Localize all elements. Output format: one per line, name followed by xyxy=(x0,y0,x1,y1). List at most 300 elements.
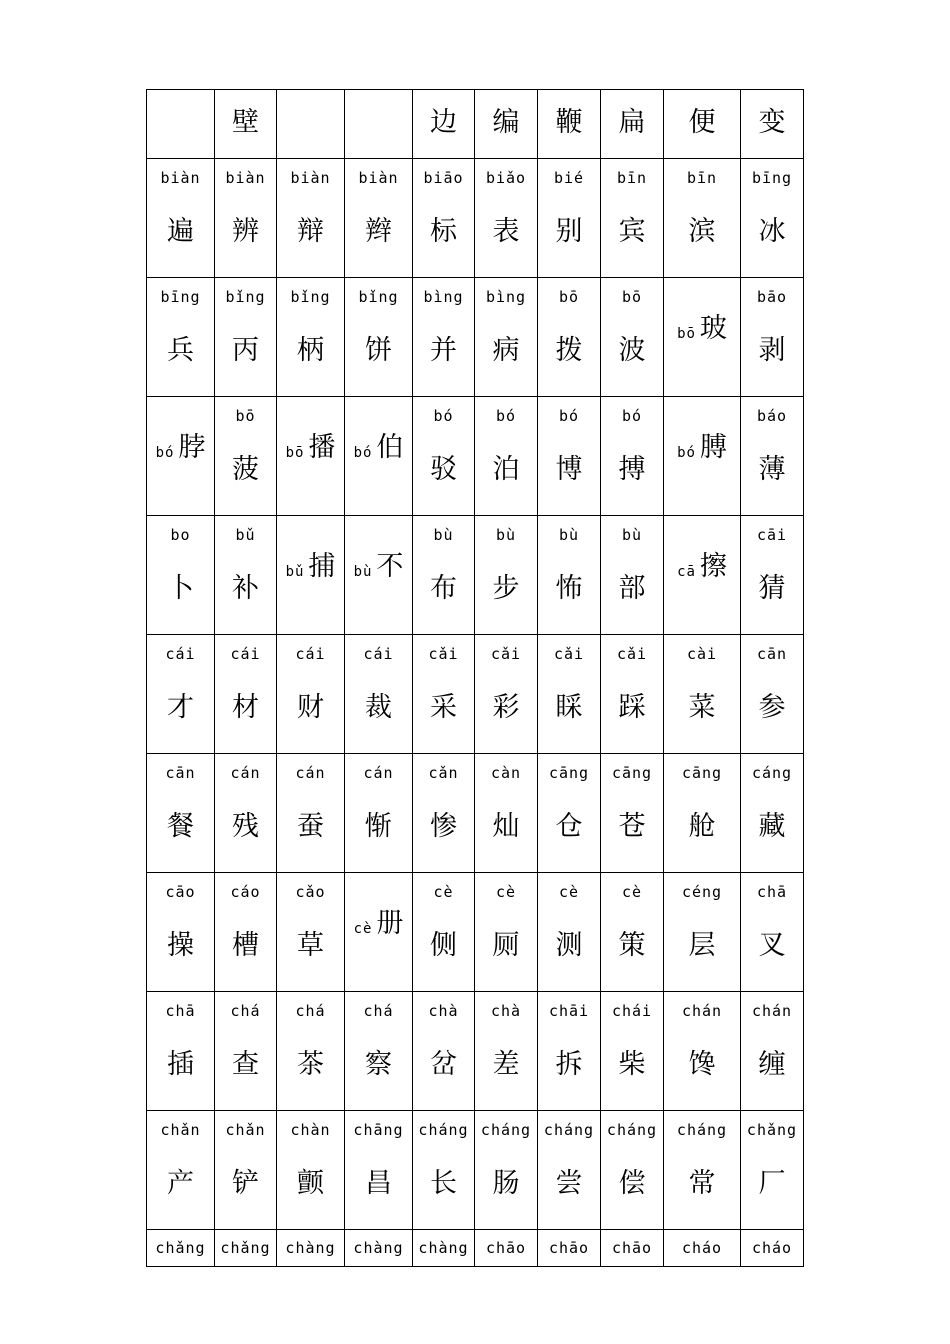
hanzi-character: 肠 xyxy=(492,1168,520,1199)
pinyin-label: bù xyxy=(353,564,373,580)
character-cell xyxy=(664,278,741,397)
character-cell xyxy=(215,397,277,516)
hanzi-character: 丙 xyxy=(232,335,259,366)
pinyin-label: cāo xyxy=(165,883,196,901)
character-cell xyxy=(147,159,215,278)
pinyin-label: chàn xyxy=(290,1121,331,1139)
character-cell xyxy=(277,397,345,516)
hanzi-character: 膊 xyxy=(699,432,727,463)
character-cell xyxy=(538,90,601,159)
pinyin-label: chāo xyxy=(611,1239,653,1257)
table-row xyxy=(147,754,804,873)
pinyin-label: bié xyxy=(553,169,585,187)
hanzi-character: 波 xyxy=(618,335,646,366)
character-cell xyxy=(664,1111,741,1230)
hanzi-character: 编 xyxy=(492,107,520,138)
hanzi-character: 辩 xyxy=(297,216,324,247)
hanzi-character: 不 xyxy=(376,551,404,582)
hanzi-character: 残 xyxy=(232,811,259,842)
pinyin-label: chàng xyxy=(285,1239,336,1257)
pinyin-label: cháng xyxy=(480,1121,532,1139)
hanzi-character: 宾 xyxy=(618,216,646,247)
hanzi-character: 部 xyxy=(618,573,646,604)
hanzi-character: 层 xyxy=(688,930,716,961)
hanzi-character: 舱 xyxy=(688,811,716,842)
hanzi-character: 参 xyxy=(758,692,786,723)
hanzi-character: 柴 xyxy=(618,1049,646,1080)
hanzi-character: 惨 xyxy=(430,811,457,842)
hanzi-character: 铲 xyxy=(232,1168,259,1199)
character-cell xyxy=(664,635,741,754)
pinyin-label: cái xyxy=(230,645,261,663)
pinyin-label: bō xyxy=(235,407,256,425)
character-cell xyxy=(147,635,215,754)
character-cell xyxy=(215,278,277,397)
hanzi-character: 差 xyxy=(492,1049,520,1080)
character-cell xyxy=(215,754,277,873)
character-cell xyxy=(664,1230,741,1267)
pinyin-label: càn xyxy=(490,764,522,782)
pinyin-label: bǐng xyxy=(290,288,331,306)
character-cell xyxy=(413,159,475,278)
character-cell xyxy=(741,992,804,1111)
hanzi-character: 捕 xyxy=(308,551,336,582)
character-cell xyxy=(475,992,538,1111)
table-row xyxy=(147,1230,804,1267)
hanzi-character: 兵 xyxy=(167,335,194,366)
hanzi-character: 辨 xyxy=(232,216,259,247)
pinyin-label: bō xyxy=(621,288,643,306)
pinyin-label: cè xyxy=(353,921,373,937)
character-cell xyxy=(215,992,277,1111)
character-cell xyxy=(147,754,215,873)
hanzi-character: 草 xyxy=(297,930,324,961)
hanzi-character: 怖 xyxy=(555,573,583,604)
hanzi-character: 拆 xyxy=(555,1049,583,1080)
hanzi-character: 册 xyxy=(376,908,404,939)
pinyin-label: cǎi xyxy=(616,645,648,663)
pinyin-label: bǔ xyxy=(285,564,305,580)
pinyin-label: chán xyxy=(751,1002,793,1020)
pinyin-label: chā xyxy=(165,1002,196,1020)
character-cell xyxy=(345,873,413,992)
pinyin-label: cān xyxy=(165,764,196,782)
pinyin-label: bìng xyxy=(485,288,527,306)
hanzi-character: 产 xyxy=(167,1168,194,1199)
hanzi-character: 厂 xyxy=(758,1168,786,1199)
pinyin-label: bǔ xyxy=(235,526,256,544)
pinyin-label: bù xyxy=(558,526,580,544)
character-cell xyxy=(741,516,804,635)
hanzi-character: 尝 xyxy=(555,1168,583,1199)
pinyin-label: cāi xyxy=(756,526,788,544)
hanzi-character: 辫 xyxy=(365,216,392,247)
pinyin-label: cháng xyxy=(676,1121,728,1139)
pinyin-label: cán xyxy=(230,764,261,782)
pinyin-label: cāng xyxy=(611,764,653,782)
hanzi-character: 脖 xyxy=(178,432,206,463)
pinyin-label: chāi xyxy=(548,1002,590,1020)
table-row xyxy=(147,397,804,516)
character-cell xyxy=(413,754,475,873)
pinyin-label: chǎng xyxy=(746,1121,798,1139)
pinyin-label: bìng xyxy=(423,288,464,306)
character-cell xyxy=(538,1111,601,1230)
character-cell xyxy=(538,516,601,635)
pinyin-character-table xyxy=(146,89,804,1267)
hanzi-character: 常 xyxy=(688,1168,716,1199)
hanzi-character: 插 xyxy=(167,1049,194,1080)
hanzi-character: 泊 xyxy=(492,454,520,485)
character-cell xyxy=(215,90,277,159)
table-row xyxy=(147,90,804,159)
hanzi-character: 博 xyxy=(555,454,583,485)
character-cell xyxy=(345,90,413,159)
character-cell xyxy=(147,278,215,397)
pinyin-label: bō xyxy=(285,445,305,461)
hanzi-character: 扁 xyxy=(618,107,646,138)
pinyin-label: bó xyxy=(495,407,517,425)
hanzi-character: 并 xyxy=(430,335,457,366)
character-cell xyxy=(475,754,538,873)
pinyin-label: bǐng xyxy=(225,288,266,306)
pinyin-label: bāo xyxy=(756,288,788,306)
character-cell xyxy=(601,516,664,635)
hanzi-character: 缠 xyxy=(758,1049,786,1080)
inline-pinyin-group xyxy=(664,516,740,634)
character-cell xyxy=(413,397,475,516)
hanzi-character: 边 xyxy=(430,107,457,138)
character-cell xyxy=(277,516,345,635)
pinyin-label: cǎi xyxy=(428,645,459,663)
character-cell xyxy=(538,635,601,754)
pinyin-label: cáng xyxy=(751,764,793,782)
pinyin-label: chǎng xyxy=(155,1239,206,1257)
pinyin-label: céng xyxy=(681,883,723,901)
character-cell xyxy=(601,754,664,873)
character-cell xyxy=(741,1111,804,1230)
hanzi-character: 壁 xyxy=(232,107,259,138)
character-cell xyxy=(215,1111,277,1230)
character-cell xyxy=(538,159,601,278)
character-cell xyxy=(601,159,664,278)
pinyin-label: bīn xyxy=(686,169,718,187)
pinyin-label: cháng xyxy=(418,1121,469,1139)
table-row xyxy=(147,1111,804,1230)
pinyin-label: cái xyxy=(165,645,196,663)
pinyin-label: cè xyxy=(433,883,454,901)
hanzi-character: 剥 xyxy=(758,335,786,366)
inline-pinyin-group xyxy=(664,397,740,515)
hanzi-character: 昌 xyxy=(365,1168,392,1199)
character-cell xyxy=(345,397,413,516)
pinyin-label: chàng xyxy=(418,1239,469,1257)
pinyin-label: bīng xyxy=(751,169,793,187)
hanzi-character: 滨 xyxy=(688,216,716,247)
hanzi-character: 察 xyxy=(365,1049,392,1080)
character-cell xyxy=(345,754,413,873)
character-cell xyxy=(215,1230,277,1267)
hanzi-character: 播 xyxy=(308,432,336,463)
character-cell xyxy=(601,635,664,754)
character-cell xyxy=(741,1230,804,1267)
character-cell xyxy=(601,278,664,397)
character-cell xyxy=(601,1111,664,1230)
character-cell xyxy=(215,516,277,635)
character-cell xyxy=(413,90,475,159)
character-cell xyxy=(601,1230,664,1267)
hanzi-character: 财 xyxy=(297,692,324,723)
character-cell xyxy=(277,992,345,1111)
character-cell xyxy=(475,873,538,992)
character-cell xyxy=(345,516,413,635)
pinyin-label: cǎn xyxy=(428,764,459,782)
pinyin-label: biāo xyxy=(423,169,464,187)
character-cell xyxy=(475,1230,538,1267)
character-cell xyxy=(741,754,804,873)
hanzi-character: 猜 xyxy=(758,573,786,604)
hanzi-character: 蚕 xyxy=(297,811,324,842)
hanzi-character: 侧 xyxy=(430,930,457,961)
character-cell xyxy=(345,635,413,754)
character-cell xyxy=(741,90,804,159)
hanzi-character: 才 xyxy=(167,692,194,723)
inline-pinyin-group xyxy=(277,397,344,515)
character-cell xyxy=(215,873,277,992)
hanzi-character: 搏 xyxy=(618,454,646,485)
character-cell xyxy=(413,516,475,635)
pinyin-label: bó xyxy=(621,407,643,425)
pinyin-label: chǎng xyxy=(220,1239,271,1257)
character-cell xyxy=(664,90,741,159)
character-cell xyxy=(475,278,538,397)
pinyin-label: chán xyxy=(681,1002,723,1020)
hanzi-character: 标 xyxy=(430,216,457,247)
pinyin-label: cáo xyxy=(230,883,261,901)
character-cell xyxy=(475,159,538,278)
pinyin-label: chá xyxy=(230,1002,261,1020)
pinyin-label: cāng xyxy=(681,764,723,782)
pinyin-label: biǎo xyxy=(485,169,527,187)
pinyin-label: chǎn xyxy=(225,1121,266,1139)
pinyin-label: cán xyxy=(363,764,394,782)
character-cell xyxy=(601,992,664,1111)
hanzi-character: 步 xyxy=(492,573,520,604)
hanzi-character: 馋 xyxy=(688,1049,716,1080)
character-cell xyxy=(538,873,601,992)
table-row xyxy=(147,278,804,397)
hanzi-character: 厕 xyxy=(492,930,520,961)
hanzi-character: 便 xyxy=(688,107,716,138)
hanzi-character: 苍 xyxy=(618,811,646,842)
character-cell xyxy=(538,754,601,873)
hanzi-character: 菜 xyxy=(688,692,716,723)
character-cell xyxy=(475,1111,538,1230)
pinyin-label: cháo xyxy=(681,1239,723,1257)
character-cell xyxy=(345,1230,413,1267)
pinyin-label: chāo xyxy=(485,1239,527,1257)
character-cell xyxy=(277,754,345,873)
hanzi-character: 长 xyxy=(430,1168,457,1199)
table-row xyxy=(147,159,804,278)
pinyin-label: chá xyxy=(295,1002,326,1020)
hanzi-character: 菠 xyxy=(232,454,259,485)
hanzi-character: 变 xyxy=(758,107,786,138)
character-cell xyxy=(601,397,664,516)
pinyin-label: cǎi xyxy=(553,645,585,663)
character-cell xyxy=(345,278,413,397)
character-cell xyxy=(475,516,538,635)
pinyin-label: chāng xyxy=(353,1121,404,1139)
inline-pinyin-group xyxy=(345,873,412,991)
pinyin-label: bō xyxy=(677,326,696,342)
pinyin-label: biàn xyxy=(358,169,399,187)
character-cell xyxy=(413,992,475,1111)
pinyin-label: bō xyxy=(558,288,580,306)
hanzi-character: 操 xyxy=(167,930,194,961)
hanzi-character: 彩 xyxy=(492,692,520,723)
character-cell xyxy=(601,90,664,159)
pinyin-label: biàn xyxy=(160,169,201,187)
character-cell xyxy=(664,397,741,516)
pinyin-label: báo xyxy=(756,407,788,425)
pinyin-label: bīng xyxy=(160,288,201,306)
character-cell xyxy=(741,397,804,516)
character-cell xyxy=(413,873,475,992)
character-cell xyxy=(277,1111,345,1230)
character-cell xyxy=(413,635,475,754)
table-row xyxy=(147,516,804,635)
character-cell xyxy=(345,992,413,1111)
pinyin-label: chá xyxy=(363,1002,394,1020)
hanzi-character: 卜 xyxy=(167,573,194,604)
character-cell xyxy=(147,1230,215,1267)
character-cell xyxy=(664,159,741,278)
pinyin-label: bo xyxy=(170,526,191,544)
hanzi-character: 策 xyxy=(618,930,646,961)
character-cell xyxy=(345,159,413,278)
character-cell xyxy=(277,159,345,278)
pinyin-label: cháng xyxy=(543,1121,595,1139)
character-cell xyxy=(277,635,345,754)
hanzi-character: 惭 xyxy=(365,811,392,842)
pinyin-label: cán xyxy=(295,764,326,782)
pinyin-label: chà xyxy=(428,1002,459,1020)
pinyin-label: cháng xyxy=(606,1121,658,1139)
hanzi-character: 拨 xyxy=(555,335,583,366)
character-cell xyxy=(345,1111,413,1230)
pinyin-label: cè xyxy=(495,883,517,901)
hanzi-character: 茶 xyxy=(297,1049,324,1080)
pinyin-label: bīn xyxy=(616,169,648,187)
character-cell xyxy=(475,397,538,516)
character-cell xyxy=(215,159,277,278)
hanzi-character: 睬 xyxy=(555,692,583,723)
character-cell xyxy=(538,992,601,1111)
hanzi-character: 饼 xyxy=(365,335,392,366)
pinyin-label: chā xyxy=(756,883,788,901)
character-cell xyxy=(147,397,215,516)
pinyin-label: cái xyxy=(363,645,394,663)
character-cell xyxy=(147,1111,215,1230)
pinyin-label: bù xyxy=(433,526,454,544)
character-cell xyxy=(664,516,741,635)
character-cell xyxy=(475,90,538,159)
character-cell xyxy=(215,635,277,754)
hanzi-character: 颤 xyxy=(297,1168,324,1199)
hanzi-character: 仓 xyxy=(555,811,583,842)
character-cell xyxy=(664,992,741,1111)
character-cell xyxy=(413,278,475,397)
inline-pinyin-group xyxy=(345,397,412,515)
hanzi-character: 鞭 xyxy=(555,107,583,138)
pinyin-label: chǎn xyxy=(160,1121,201,1139)
pinyin-label: biàn xyxy=(290,169,331,187)
pinyin-label: cháo xyxy=(751,1239,793,1257)
character-cell xyxy=(147,992,215,1111)
table-row xyxy=(147,992,804,1111)
pinyin-label: cài xyxy=(686,645,718,663)
character-cell xyxy=(277,1230,345,1267)
hanzi-character: 布 xyxy=(430,573,457,604)
hanzi-character: 偿 xyxy=(618,1168,646,1199)
character-cell xyxy=(741,159,804,278)
hanzi-character: 餐 xyxy=(167,811,194,842)
hanzi-character: 槽 xyxy=(232,930,259,961)
hanzi-character: 裁 xyxy=(365,692,392,723)
hanzi-character: 叉 xyxy=(758,930,786,961)
character-cell xyxy=(413,1230,475,1267)
pinyin-label: cān xyxy=(756,645,788,663)
hanzi-character: 岔 xyxy=(430,1049,457,1080)
pinyin-label: bǐng xyxy=(358,288,399,306)
character-cell xyxy=(277,873,345,992)
hanzi-character: 补 xyxy=(232,573,259,604)
pinyin-label: cái xyxy=(295,645,326,663)
character-cell xyxy=(538,1230,601,1267)
pinyin-label: cè xyxy=(621,883,643,901)
inline-pinyin-group xyxy=(345,516,412,634)
hanzi-character: 伯 xyxy=(376,432,404,463)
pinyin-label: bó xyxy=(433,407,454,425)
character-cell xyxy=(538,397,601,516)
hanzi-character: 查 xyxy=(232,1049,259,1080)
pinyin-label: cǎi xyxy=(490,645,522,663)
pinyin-label: cè xyxy=(558,883,580,901)
character-cell xyxy=(664,873,741,992)
pinyin-label: bó xyxy=(353,445,373,461)
hanzi-character: 测 xyxy=(555,930,583,961)
table-row xyxy=(147,873,804,992)
hanzi-character: 藏 xyxy=(758,811,786,842)
pinyin-label: chái xyxy=(611,1002,653,1020)
hanzi-character: 擦 xyxy=(699,551,727,582)
character-cell xyxy=(147,516,215,635)
character-cell xyxy=(538,278,601,397)
hanzi-character: 材 xyxy=(232,692,259,723)
character-cell xyxy=(475,635,538,754)
character-cell xyxy=(601,873,664,992)
hanzi-character: 表 xyxy=(492,216,520,247)
hanzi-character: 别 xyxy=(555,216,583,247)
hanzi-character: 薄 xyxy=(758,454,786,485)
inline-pinyin-group xyxy=(277,516,344,634)
inline-pinyin-group xyxy=(147,397,214,515)
pinyin-label: cǎo xyxy=(295,883,326,901)
table-body xyxy=(147,90,804,1267)
character-cell xyxy=(741,635,804,754)
hanzi-character: 玻 xyxy=(699,313,727,344)
